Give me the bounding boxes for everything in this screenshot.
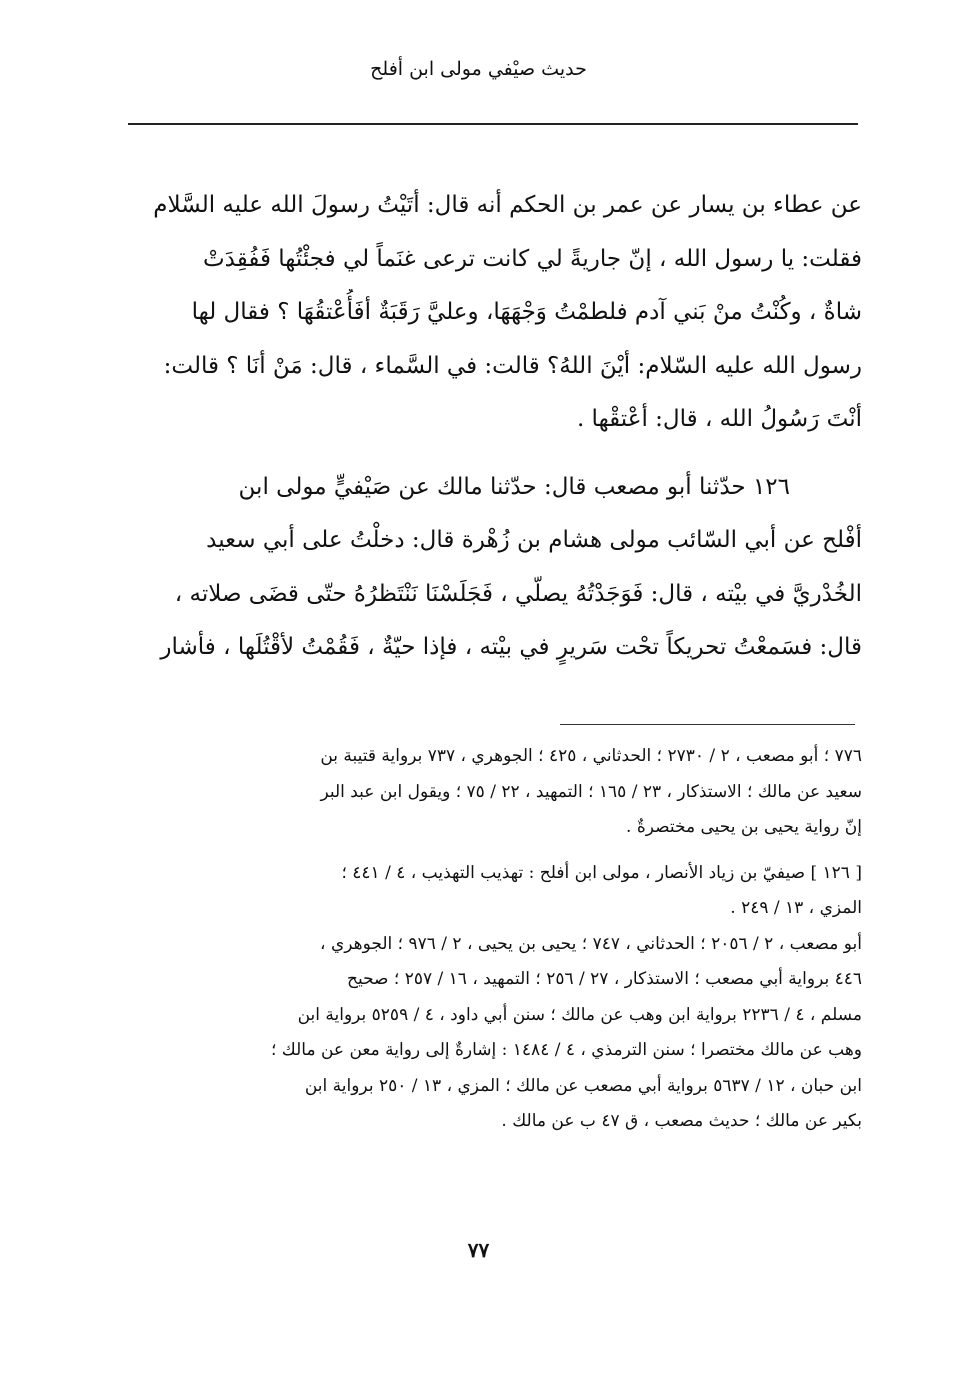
- paragraph-spacer: [150, 450, 862, 464]
- text-line: أفْلح عن أبي السّائب مولى هشام بن زُهْرة قال: دخلْتُ على أبي سعيد: [206, 527, 862, 553]
- footnote-line: بكير عن مالك ؛ حديث مصعب ، ق ٤٧ ب عن مالك .: [501, 1111, 862, 1131]
- footnote-line: [ ١٢٦ ] صيفيّ بن زياد الأنصار ، مولى ابن أفلح : تهذيب التهذيب ، ٤ / ٤٤١ ؛: [341, 862, 862, 883]
- main-text: [150, 182, 862, 678]
- text-line: قال: فسَمعْتُ تحريكاً تحْت سَريرٍ في بيْته ، فإذا حيّةٌ ، فَقُمْتُ لأقْتُلَها ، فأشار: [160, 634, 862, 660]
- footnote-line: أبو مصعب ، ٢ / ٢٠٥٦ ؛ الحدثاني ، ٧٤٧ ؛ يحيى بن يحيى ، ٢ / ٩٧٦ ؛ الجوهري ،: [320, 933, 862, 954]
- footnote-line: إنّ رواية يحيى بن يحيى مختصرةٌ .: [626, 817, 862, 837]
- footnote-line: مسلم ، ٤ / ٢٢٣٦ برواية ابن وهب عن مالك ؛ سنن أبي داود ، ٤ / ٥٢٥٩ برواية ابن: [297, 1004, 862, 1025]
- footnote-line: ابن حبان ، ١٢ / ٥٦٣٧ برواية أبي مصعب عن مالك ؛ المزي ، ١٣ / ٢٥٠ برواية ابن: [304, 1075, 862, 1096]
- footnote-line: ٧٧٦ ؛ أبو مصعب ، ٢ / ٢٧٣٠ ؛ الحدثاني ، ٤٢٥ ؛ الجوهري ، ٧٣٧ برواية قتيبة بن: [320, 746, 862, 766]
- footnote-line: ٤٤٦ برواية أبي مصعب ؛ الاستذكار ، ٢٧ / ٢٥٦ ؛ التمهيد ، ١٦ / ٢٥٧ ؛ صحيح: [346, 969, 862, 989]
- footnote-line: سعيد عن مالك ؛ الاستذكار ، ٢٣ / ١٦٥ ؛ التمهيد ، ٢٢ / ٧٥ ؛ ويقول ابن عبد البر: [320, 781, 862, 802]
- text-line: ١٢٦ حدّثنا أبو مصعب قال: حدّثنا مالك عن صَيْفيٍّ مولى ابن: [238, 473, 790, 500]
- text-line: فقلت: يا رسول الله ، إنّ جاريةً لي كانت ترعى غنَماً لي فجئْتُها فَفُقِدَتْ: [203, 245, 862, 272]
- footnote-line: وهب عن مالك مختصرا ؛ سنن الترمذي ، ٤ / ١٤٨٤ : إشارةٌ إلى رواية معن عن مالك ؛: [270, 1040, 862, 1060]
- header-divider: [128, 123, 858, 125]
- text-line: شاةٌ ، وكُنْتُ منْ بَني آدم فلطمْتُ وَجْهَهَا، وعليَّ رَقَبَةٌ أفَأُعْتقُهَا ؟ فقال لها: [191, 299, 862, 325]
- footnote-line: المزي ، ١٣ / ٢٤٩ .: [730, 898, 862, 918]
- footnotes: [150, 740, 862, 1141]
- footnote-2: [150, 857, 862, 928]
- footnote-divider: [560, 724, 855, 725]
- paragraph-2: [150, 464, 862, 678]
- text-line: رسول الله عليه السّلام: أيْنَ اللهُ؟ قالت: في السَّماء ، قال: مَنْ أنَا ؟ قالت:: [163, 352, 862, 379]
- text-line: الخُدْريَّ في بيْته ، قال: فَوَجَدْتُهُ يصلّي ، فَجَلَسْنَا نَنْتَظرُهُ حتّى قضَى صلاته ،: [174, 580, 862, 607]
- paragraph-1: [150, 182, 862, 450]
- footnote-3: [150, 928, 862, 1141]
- footnote-spacer: [150, 847, 862, 857]
- text-line: عن عطاء بن يسار عن عمر بن الحكم أنه قال: أتَيْتُ رسولَ الله عليه السَّلام: [153, 192, 862, 218]
- text-line: أنْتَ رَسُولُ الله ، قال: أعْتقْها .: [576, 406, 862, 432]
- running-header-title: حديث صيْفي مولى ابن أفلح: [370, 58, 587, 80]
- footnote-1: [150, 740, 862, 847]
- page-number: ٧٧: [467, 1238, 490, 1262]
